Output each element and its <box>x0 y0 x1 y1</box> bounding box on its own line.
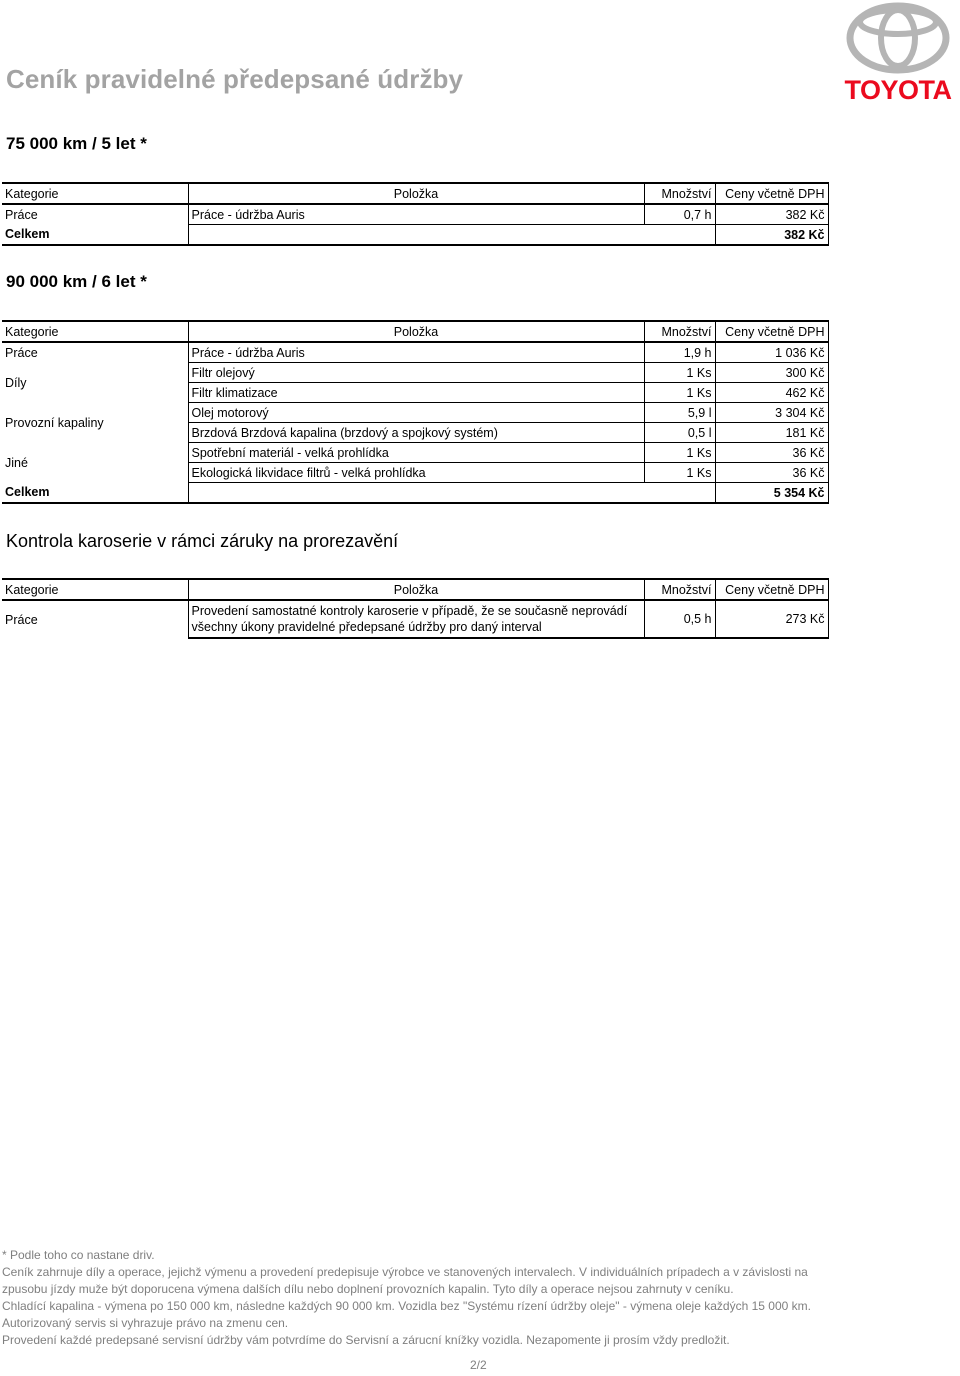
row-item: Spotřební materiál - velká prohlídka <box>188 443 644 463</box>
footer-note: Provedení každé predepsané servisní údržby vám potvrdíme do Servisní a zárucní knížky vozidla. Nezapomente ji prosím vždy predložit. <box>2 1333 730 1347</box>
toyota-wordmark: TOYOTA <box>844 75 952 105</box>
row-item: Filtr klimatizace <box>188 383 644 403</box>
price-table-75000 <box>2 182 829 246</box>
table-header-row <box>2 579 828 600</box>
row-qty: 1 Ks <box>644 383 715 403</box>
toyota-emblem-icon <box>836 2 960 74</box>
page-title: Ceník pravidelné předepsané údržby <box>6 64 464 94</box>
footer-note: Chladící kapalina - výmena po 150 000 km, následne každých 90 000 km. Vozidla bez "Systému rízení údržby oleje" - výmena oleje každých 15 000 km. <box>2 1299 811 1313</box>
footer-note: * Podle toho co nastane driv. <box>2 1248 155 1262</box>
header-category: Kategorie <box>2 183 188 204</box>
header-item: Položka <box>188 183 644 204</box>
row-price: 3 304 Kč <box>715 403 828 423</box>
table-header-row <box>2 183 828 204</box>
row-item: Brzdová Brzdová kapalina (brzdový a spojkový systém) <box>188 423 644 443</box>
footer-note: Autorizovaný servis si vyhrazuje právo na zmenu cen. <box>2 1316 289 1330</box>
row-qty: 0,5 l <box>644 423 715 443</box>
header-item: Položka <box>188 321 644 342</box>
header-category: Kategorie <box>2 321 188 342</box>
row-category: Jiné <box>2 443 188 483</box>
row-item: Filtr olejový <box>188 363 644 383</box>
table-row <box>2 204 828 225</box>
row-item: Provedení samostatné kontroly karoserie v případě, že se současně neprovádí všechny úkony pravidelné předepsané údržby pro daný interval <box>188 600 644 638</box>
total-row <box>2 483 828 504</box>
total-value: 5 354 Kč <box>715 483 828 504</box>
table-row <box>2 403 828 423</box>
header-price: Ceny včetně DPH <box>715 321 828 342</box>
table-row <box>2 342 828 363</box>
row-item: Olej motorový <box>188 403 644 423</box>
row-price: 462 Kč <box>715 383 828 403</box>
row-qty: 1 Ks <box>644 443 715 463</box>
header-price: Ceny včetně DPH <box>715 183 828 204</box>
row-item: Ekologická likvidace filtrů - velká prohlídka <box>188 463 644 483</box>
section-title-karoserie: Kontrola karoserie v rámci záruky na prorezavění <box>6 531 399 551</box>
row-item: Práce - údržba Auris <box>188 204 644 225</box>
section-title-75000: 75 000 km / 5 let * <box>6 134 147 153</box>
table-header-row <box>2 321 828 342</box>
row-price: 1 036 Kč <box>715 342 828 363</box>
row-qty: 5,9 l <box>644 403 715 423</box>
row-qty: 0,7 h <box>644 204 715 225</box>
row-price: 382 Kč <box>715 204 828 225</box>
row-price: 300 Kč <box>715 363 828 383</box>
row-qty: 1,9 h <box>644 342 715 363</box>
header-qty: Množství <box>644 579 715 600</box>
table-row <box>2 600 828 638</box>
table-row <box>2 363 828 383</box>
row-category: Práce <box>2 600 188 638</box>
price-table-90000 <box>2 320 829 504</box>
row-price: 181 Kč <box>715 423 828 443</box>
header-qty: Množství <box>644 321 715 342</box>
row-price: 36 Kč <box>715 463 828 483</box>
total-label: Celkem <box>2 225 188 246</box>
row-qty: 1 Ks <box>644 463 715 483</box>
table-row <box>2 443 828 463</box>
footer-notes <box>2 1247 842 1349</box>
header-qty: Množství <box>644 183 715 204</box>
row-qty: 1 Ks <box>644 363 715 383</box>
row-price: 36 Kč <box>715 443 828 463</box>
row-category: Práce <box>2 204 188 225</box>
row-category: Provozní kapaliny <box>2 403 188 443</box>
page-number: 2/2 <box>470 1358 487 1372</box>
header-item: Položka <box>188 579 644 600</box>
row-category: Práce <box>2 342 188 363</box>
section-title-90000: 90 000 km / 6 let * <box>6 272 147 291</box>
row-category: Díly <box>2 363 188 403</box>
row-price: 273 Kč <box>715 600 828 638</box>
toyota-logo <box>836 2 960 106</box>
header-price: Ceny včetně DPH <box>715 579 828 600</box>
total-label: Celkem <box>2 483 188 504</box>
row-item: Práce - údržba Auris <box>188 342 644 363</box>
total-value: 382 Kč <box>715 225 828 246</box>
footer-note: Ceník zahrnuje díly a operace, jejichž výmenu a provedení predepisuje výrobce ve stanovených intervalech. V individuálních prípadech a v závislosti na zpusobu jízdy muže být doporucena výmena dalších dílu nebo doplnení provozních kapalin. Tyto díly a operace nejsou zahrnuty v ceníku. <box>2 1265 808 1296</box>
price-table-karoserie <box>2 578 829 639</box>
header-category: Kategorie <box>2 579 188 600</box>
total-row <box>2 225 828 246</box>
row-qty: 0,5 h <box>644 600 715 638</box>
